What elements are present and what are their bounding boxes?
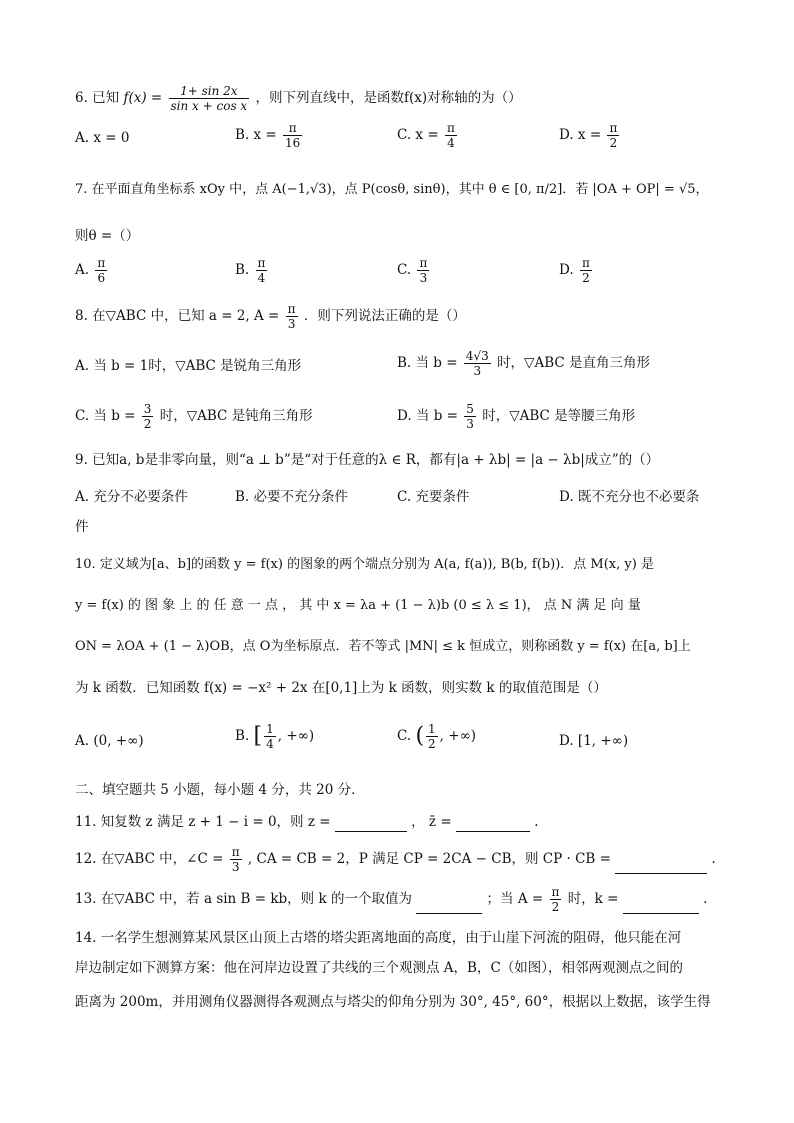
q12-den: 3	[231, 860, 240, 874]
q6-option-b-den: 16	[285, 136, 301, 150]
q10-option-d: D. [1, +∞)	[559, 733, 629, 749]
q10-option-c-label: C.	[397, 728, 412, 744]
q8-option-c-suffix: 时，▽ABC 是钝角三角形	[159, 408, 313, 424]
q13-prefix: 13. 在▽ABC 中，若 a sin B = kb，则 k 的一个取值为	[75, 891, 412, 907]
q10-line-3: ON = λOA + (1 − λ)OB，点 O为坐标原点．若不等式 |MN| ≤ k 恒成立，则称函数 y = f(x) 在[a, b]上	[75, 639, 691, 654]
q14-line-3: 距离为 200m，并用测角仪器测得各观测点与塔尖的仰角分别为 30°, 45°, 60°，根据以上数据，该学生得	[75, 994, 711, 1010]
q8-prefix: 8. 在▽ABC 中，已知 a = 2, A =	[75, 308, 280, 324]
q7-option-a-label: A.	[75, 262, 90, 278]
q6-option-c-den: 4	[447, 136, 455, 150]
q13-blank-2[interactable]	[623, 897, 699, 914]
q6-option-a: A. x = 0	[75, 130, 130, 146]
q10-option-b-den: 4	[266, 737, 274, 751]
q8-option-b-prefix: B. 当 b =	[397, 355, 458, 371]
q7-option-d-num: π	[581, 256, 590, 270]
q8-option-b-num: 4√3	[465, 349, 489, 363]
q9-option-d: D. 既不充分也不必要条	[559, 489, 700, 505]
q11-blank-1[interactable]	[335, 815, 407, 832]
q12-suffix: .	[711, 851, 716, 867]
q8-suffix: ．则下列说法正确的是（）	[303, 308, 466, 324]
section-2-heading: 二、填空题共 5 小题，每小题 4 分，共 20 分．	[75, 782, 365, 798]
q6-option-d-label: D. x =	[559, 127, 602, 143]
q7-option-d-label: D.	[559, 262, 574, 278]
q13-den: 2	[551, 900, 560, 914]
q10-option-b-tail: , +∞)	[277, 728, 315, 744]
q6-suffix: ，则下列直线中，是函数f(x)对称轴的为（）	[255, 90, 522, 106]
q11-prefix: 11. 知复数 z 满足 z + 1 − i = 0，则 z =	[75, 814, 331, 830]
q6-frac-den: sin x + cos x	[170, 99, 248, 113]
q6-option-d-num: π	[609, 121, 618, 135]
q8-stem	[75, 302, 466, 331]
q7-option-a-den: 6	[97, 271, 106, 285]
q8-num: π	[287, 302, 296, 316]
q13-mid2: 时，k =	[567, 891, 619, 907]
q10-option-c-tail: , +∞)	[439, 728, 477, 744]
q8-option-d-suffix: 时，▽ABC 是等腰三角形	[482, 408, 636, 424]
q6-option-c	[397, 121, 459, 150]
q7-stem: 7. 在平面直角坐标系 xOy 中，点 A(−1,√3)，点 P(cosθ, sinθ)，其中 θ ∈ [0, π/2]．若 |OA + OP| = √5，	[75, 182, 709, 197]
q8-option-c-den: 2	[143, 417, 152, 431]
q6-option-d-den: 2	[609, 136, 618, 150]
q14-line-2: 岸边制定如下测算方案：他在河岸边设置了共线的三个观测点 A，B，C（如图），相邻两观测点之间的	[75, 960, 684, 976]
q7-option-a-num: π	[97, 256, 106, 270]
q6-func: f(x) =	[123, 90, 163, 106]
q10-line-4: 为 k 函数．已知函数 f(x) = −x² + 2x 在[0,1]上为 k 函数，则实数 k 的取值范围是（）	[75, 680, 607, 696]
q8-den: 3	[287, 317, 296, 331]
q11-suffix: .	[534, 814, 539, 830]
q6-stem	[75, 84, 522, 113]
q8-option-d	[397, 402, 635, 431]
q7-option-c	[397, 256, 431, 285]
q7-option-b-den: 4	[257, 271, 266, 285]
q9-option-d-wrap: 件	[75, 519, 89, 535]
q9-option-c: C. 充要条件	[397, 489, 470, 505]
q13-mid: ；当 A =	[486, 891, 544, 907]
q9-stem: 9. 已知a, b是非零向量，则“a ⊥ b”是“对于任意的λ ∈ R，都有|a + λb| = |a − λb|成立”的（）	[75, 452, 660, 468]
q13-suffix: .	[703, 891, 708, 907]
q7-option-c-num: π	[419, 256, 428, 270]
q8-option-c-num: 3	[143, 402, 152, 416]
q6-option-b-label: B. x =	[235, 127, 277, 143]
q9-option-a: A. 充分不必要条件	[75, 489, 188, 505]
q8-option-c-prefix: C. 当 b =	[75, 408, 136, 424]
q6-option-b-num: π	[283, 121, 302, 136]
q12-mid: , CA = CB = 2，P 满足 CP = 2CA − CB，则 CP · CB =	[247, 851, 611, 867]
q12-blank[interactable]	[615, 857, 707, 874]
q10-option-c-den: 2	[428, 737, 436, 751]
q8-option-d-num: 5	[466, 402, 474, 416]
q10-option-b-label: B.	[235, 728, 250, 744]
q10-option-c-num: 1	[428, 722, 436, 736]
q10-option-c: C. ( $\frac{1}{2}$ , +∞)	[397, 722, 477, 751]
q12-num: π	[231, 845, 240, 859]
q13-blank-1[interactable]	[416, 897, 482, 914]
q10-option-b: B. [ $\frac{1}{4}$ , +∞)	[235, 722, 315, 751]
q6-frac-num: 1+ sin 2x	[169, 84, 250, 99]
q13-num: π	[551, 885, 560, 899]
q11-line	[75, 812, 539, 832]
q6-option-b	[235, 121, 304, 150]
q8-option-c	[75, 402, 313, 431]
q8-option-d-den: 3	[466, 417, 474, 431]
q11-mid: ， z̄ =	[411, 814, 452, 830]
q7-option-d	[559, 256, 594, 285]
q7-option-a	[75, 256, 109, 285]
q8-option-b-den: 3	[473, 364, 482, 378]
q10-line-2: y = f(x) 的 图 象 上 的 任 意 一 点 ， 其 中 x = λa + (1 − λ)b (0 ≤ λ ≤ 1)， 点 N 满 足 向 量	[75, 598, 641, 613]
q11-blank-2[interactable]	[456, 815, 530, 832]
q8-option-b	[397, 349, 650, 378]
q9-option-b: B. 必要不充分条件	[235, 489, 349, 505]
q7-option-d-den: 2	[582, 271, 590, 285]
q6-option-c-num: π	[446, 121, 455, 135]
q6-prefix: 6. 已知	[75, 90, 120, 106]
q12-line	[75, 845, 716, 874]
q8-option-b-suffix: 时，▽ABC 是直角三角形	[497, 355, 650, 371]
q10-option-b-num: 1	[266, 722, 274, 736]
q10-line-1: 10. 定义域为[a、b]的函数 y = f(x) 的图象的两个端点分别为 A(a, f(a)), B(b, f(b))．点 M(x, y) 是	[75, 557, 654, 572]
q7-option-c-den: 3	[419, 271, 428, 285]
q13-line	[75, 885, 707, 914]
q10-option-a: A. (0, +∞)	[75, 733, 144, 749]
q8-option-d-prefix: D. 当 b =	[397, 408, 458, 424]
q8-option-a: A. 当 b = 1时，▽ABC 是锐角三角形	[75, 358, 302, 374]
q7-option-b-label: B.	[235, 262, 250, 278]
q6-fraction	[169, 84, 250, 113]
q14-line-1: 14. 一名学生想测算某风景区山顶上古塔的塔尖距离地面的高度，由于山崖下河流的阻碍，他只能在河	[75, 930, 682, 946]
q6-option-d	[559, 121, 621, 150]
q12-prefix: 12. 在▽ABC 中，∠C =	[75, 851, 224, 867]
q7-option-c-label: C.	[397, 262, 412, 278]
q7-stem-2: 则θ =（）	[75, 228, 140, 244]
q7-option-b-num: π	[257, 256, 266, 270]
q6-option-c-label: C. x =	[397, 127, 439, 143]
q7-option-b	[235, 256, 269, 285]
